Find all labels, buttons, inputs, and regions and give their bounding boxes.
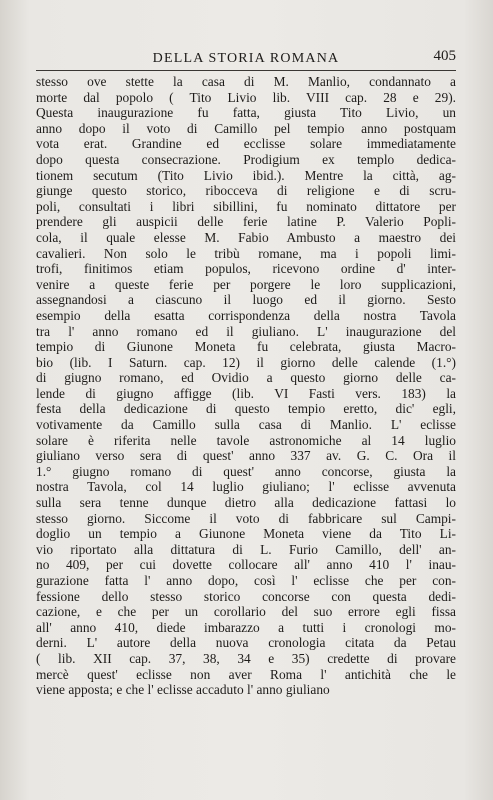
text-line: solare è riferita nelle tavole astronomiche al 14 luglio <box>36 432 456 448</box>
text-line: morte dal popolo ( Tito Livio lib. VIII cap. 28 e 29). <box>36 89 456 105</box>
text-line: di giugno romano, ed Ovidio a questo giorno delle ca- <box>36 370 456 386</box>
text-line: tempio di Giunone Moneta fu celebrata, giusta Macro- <box>36 339 456 355</box>
text-line: mercè quest' eclisse non aver Roma l' antichità che le <box>36 666 456 682</box>
text-line: 1.° giugno romano di quest' anno concorse, giusta la <box>36 463 456 479</box>
text-line: prendere gli auspicii delle ferie latine P. Valerio Popli- <box>36 214 456 230</box>
header-rule <box>36 70 456 71</box>
text-line: ( lib. XII cap. 37, 38, 34 e 35) credette di provare <box>36 650 456 666</box>
text-line: festa della dedicazione di questo tempio eretto, dic' egli, <box>36 401 456 417</box>
text-line: doglio un tempio a Giunone Moneta viene da Tito Li- <box>36 526 456 542</box>
text-line: bio (lib. I Saturn. cap. 12) il giorno delle calende (1.°) <box>36 354 456 370</box>
body-text <box>36 74 456 698</box>
text-line: trofi, finitimos etiam populos, ricevono ordine d' inter- <box>36 261 456 277</box>
text-line: votivamente da Camillo sulla casa di Manlio. L' eclisse <box>36 417 456 433</box>
text-line: no 409, per cui dovette collocare all' anno 410 l' inau- <box>36 557 456 573</box>
text-line: all' anno 410, diede imbarazzo a tutti i cronologi mo- <box>36 619 456 635</box>
text-line: tra l' anno romano ed il giuliano. L' inaugurazione del <box>36 323 456 339</box>
text-line: venire a queste ferie per porgere le loro supplicazioni, <box>36 276 456 292</box>
text-line: esempio della esatta corrispondenza della nostra Tavola <box>36 307 456 323</box>
text-line: derni. L' autore della nuova cronologia citata da Petau <box>36 635 456 651</box>
text-line: tionem secutum (Tito Livio ibid.). Mentre la città, ag- <box>36 167 456 183</box>
text-line: cazione, e che per un corollario del suo errore egli fissa <box>36 604 456 620</box>
text-line: sulla sera tenne dunque dietro alla dedicazione fattasi lo <box>36 495 456 511</box>
text-line: dopo questa consecrazione. Prodigium ex templo dedica- <box>36 151 456 167</box>
text-line: gurazione fatta l' anno dopo, così l' eclisse che per con- <box>36 573 456 588</box>
text-line: stesso giorno. Siccome il voto di fabbricare sul Campi- <box>36 510 456 526</box>
text-line: giuliano verso sera di quest' anno 337 av. G. C. Ora il <box>36 448 456 464</box>
text-line: vota erat. Grandine ed ecclisse solare immediatamente <box>36 136 456 152</box>
running-head: DELLA STORIA ROMANA <box>152 51 340 66</box>
text-line: vio riportato alla dittatura di L. Furio Camillo, dell' an- <box>36 541 456 557</box>
text-line: fessione dello stesso storico concorse con questa dedi- <box>36 588 456 604</box>
page-number: 405 <box>433 48 456 64</box>
text-line: assegnandosi a ciascuno il luogo ed il giorno. Sesto <box>36 292 456 308</box>
text-line: stesso ove stette la casa di M. Manlio, condannato a <box>36 74 456 89</box>
text-line: Questa inaugurazione fu fatta, giusta Tito Livio, un <box>36 105 456 121</box>
text-line: nostra Tavola, col 14 luglio giuliano; l' eclisse avvenuta <box>36 479 456 495</box>
text-line: viene apposta; e che l' eclisse accaduto l' anno giuliano <box>36 682 330 698</box>
page-header <box>36 47 456 71</box>
text-line: giunge questo storico, ribocceva di religione e di scru- <box>36 183 456 199</box>
text-line: cavalieri. Non solo le tribù romane, ma i popoli limi- <box>36 245 456 261</box>
text-line: poli, consultati i libri sibillini, fu nominato dittatore per <box>36 198 456 214</box>
text-line: anno dopo il voto di Camillo pel tempio anno postquam <box>36 120 456 136</box>
text-line: lende di giugno affigge (lib. VI Fasti vers. 183) la <box>36 385 456 401</box>
text-line: cola, il quale elesse M. Fabio Ambusto a maestro dei <box>36 229 456 245</box>
